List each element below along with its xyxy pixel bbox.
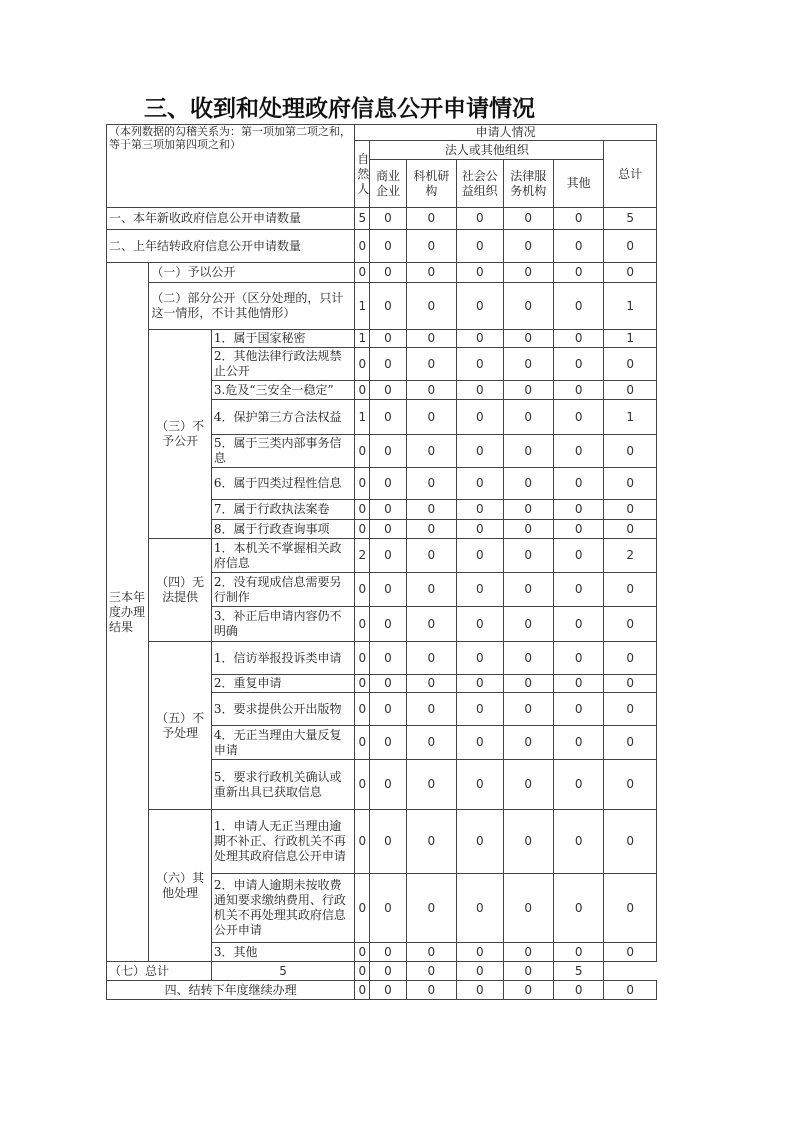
row-label: 2．其他法律行政法规禁止公开 xyxy=(211,348,354,381)
value-cell: 0 xyxy=(406,726,456,760)
value-cell: 0 xyxy=(406,330,456,348)
row-label: 2．申请人逾期未按收费通知要求缴纳费用、行政机关不再处理其政府信息公开申请 xyxy=(211,874,354,943)
value-cell: 0 xyxy=(355,468,370,500)
value-cell: 2 xyxy=(604,539,657,573)
value-cell: 0 xyxy=(553,675,603,693)
value-cell: 0 xyxy=(406,642,456,675)
value-cell: 0 xyxy=(503,675,553,693)
value-cell: 0 xyxy=(457,810,503,874)
value-cell: 0 xyxy=(370,810,406,874)
table-note: （本列数据的勾稽关系为：第一项加第二项之和，等于第三项加第四项之和） xyxy=(107,125,355,208)
value-cell: 0 xyxy=(355,230,370,263)
value-cell: 0 xyxy=(553,943,603,962)
table-row xyxy=(107,263,657,283)
value-cell: 0 xyxy=(604,520,657,539)
value-cell: 5 xyxy=(553,962,603,981)
value-cell: 0 xyxy=(355,693,370,726)
value-cell: 1 xyxy=(604,330,657,348)
value-cell: 1 xyxy=(355,400,370,435)
value-cell: 0 xyxy=(553,400,603,435)
value-cell: 0 xyxy=(457,468,503,500)
value-cell: 0 xyxy=(457,330,503,348)
value-cell: 0 xyxy=(553,693,603,726)
value-cell: 0 xyxy=(355,500,370,520)
row-label: 3．要求提供公开出版物 xyxy=(211,693,354,726)
value-cell: 0 xyxy=(553,283,603,330)
row-label: 4．无正当理由大量反复申请 xyxy=(211,726,354,760)
value-cell: 0 xyxy=(457,981,503,1000)
value-cell: 0 xyxy=(457,230,503,263)
value-cell: 0 xyxy=(457,943,503,962)
value-cell: 0 xyxy=(355,726,370,760)
value-cell: 0 xyxy=(370,760,406,810)
table-row xyxy=(107,283,657,330)
row-label: （二）部分公开（区分处理的，只计这一情形，不计其他情形） xyxy=(149,283,355,330)
value-cell: 0 xyxy=(503,400,553,435)
value-cell: 0 xyxy=(503,642,553,675)
row-label: 4．保护第三方合法权益 xyxy=(211,400,354,435)
value-cell: 0 xyxy=(553,500,603,520)
value-cell: 0 xyxy=(553,381,603,400)
value-cell: 0 xyxy=(355,381,370,400)
value-cell: 0 xyxy=(503,573,553,607)
value-cell: 0 xyxy=(604,263,657,283)
value-cell: 0 xyxy=(457,400,503,435)
col-business: 商业企业 xyxy=(370,160,406,208)
value-cell: 0 xyxy=(355,607,370,642)
value-cell: 0 xyxy=(370,607,406,642)
value-cell: 5 xyxy=(604,208,657,230)
value-cell: 0 xyxy=(604,348,657,381)
table-row xyxy=(107,642,657,675)
value-cell: 0 xyxy=(553,208,603,230)
value-cell: 0 xyxy=(604,468,657,500)
value-cell: 0 xyxy=(553,607,603,642)
col-research: 科机研构 xyxy=(406,160,456,208)
value-cell: 0 xyxy=(457,520,503,539)
row-label: 7．属于行政执法案卷 xyxy=(211,500,354,520)
row-label: 3.危及“三安全一稳定” xyxy=(211,381,354,400)
value-cell: 0 xyxy=(457,539,503,573)
value-cell: 0 xyxy=(406,693,456,726)
value-cell: 0 xyxy=(604,693,657,726)
value-cell: 0 xyxy=(503,500,553,520)
value-cell: 0 xyxy=(553,539,603,573)
value-cell: 0 xyxy=(503,348,553,381)
value-cell: 0 xyxy=(604,500,657,520)
value-cell: 0 xyxy=(503,381,553,400)
value-cell: 0 xyxy=(503,208,553,230)
value-cell: 0 xyxy=(355,263,370,283)
value-cell: 0 xyxy=(553,348,603,381)
value-cell: 0 xyxy=(553,726,603,760)
col-total: 总计 xyxy=(604,141,657,208)
row-label: 1．属于国家秘密 xyxy=(211,330,354,348)
value-cell: 0 xyxy=(406,810,456,874)
value-cell: 0 xyxy=(457,642,503,675)
table-row xyxy=(107,539,657,573)
table-row xyxy=(107,981,657,1000)
value-cell: 0 xyxy=(604,230,657,263)
value-cell: 0 xyxy=(604,642,657,675)
col-social: 社会公益组织 xyxy=(457,160,503,208)
value-cell: 0 xyxy=(355,675,370,693)
table-row xyxy=(107,330,657,348)
value-cell: 0 xyxy=(457,675,503,693)
value-cell: 0 xyxy=(370,981,406,1000)
value-cell: 0 xyxy=(553,810,603,874)
col-natural-person: 自然人 xyxy=(355,141,370,208)
row-label: 3．补正后申请内容仍不明确 xyxy=(211,607,354,642)
value-cell: 0 xyxy=(406,962,456,981)
group-label: （六）其他处理 xyxy=(149,810,212,962)
value-cell: 0 xyxy=(355,573,370,607)
page-title: 三、收到和处理政府信息公开申请情况 xyxy=(144,96,535,122)
value-cell: 0 xyxy=(457,962,503,981)
value-cell: 0 xyxy=(604,943,657,962)
value-cell: 0 xyxy=(406,981,456,1000)
row-label: 2．没有现成信息需要另行制作 xyxy=(211,573,354,607)
value-cell: 1 xyxy=(355,283,370,330)
value-cell: 0 xyxy=(370,675,406,693)
row-label: 2．重复申请 xyxy=(211,675,354,693)
value-cell: 0 xyxy=(406,760,456,810)
value-cell: 0 xyxy=(503,539,553,573)
value-cell: 0 xyxy=(553,468,603,500)
value-cell: 0 xyxy=(503,283,553,330)
table-row xyxy=(107,810,657,874)
row-label: 1．本机关不掌握相关政府信息 xyxy=(211,539,354,573)
value-cell: 2 xyxy=(355,539,370,573)
value-cell: 0 xyxy=(457,283,503,330)
value-cell: 0 xyxy=(406,573,456,607)
value-cell: 0 xyxy=(457,693,503,726)
value-cell: 0 xyxy=(457,874,503,943)
value-cell: 0 xyxy=(553,760,603,810)
value-cell: 0 xyxy=(370,381,406,400)
value-cell: 0 xyxy=(370,962,406,981)
value-cell: 1 xyxy=(604,400,657,435)
value-cell: 0 xyxy=(406,208,456,230)
value-cell: 0 xyxy=(457,573,503,607)
value-cell: 0 xyxy=(457,381,503,400)
row-label: 8．属于行政查询事项 xyxy=(211,520,354,539)
value-cell: 0 xyxy=(406,283,456,330)
table-row xyxy=(107,208,657,230)
row-label: 1．信访举报投诉类申请 xyxy=(211,642,354,675)
row-label: 5．属于三类内部事务信息 xyxy=(211,435,354,468)
value-cell: 0 xyxy=(503,760,553,810)
value-cell: 0 xyxy=(370,283,406,330)
value-cell: 0 xyxy=(355,810,370,874)
value-cell: 0 xyxy=(553,642,603,675)
value-cell: 0 xyxy=(503,981,553,1000)
value-cell: 0 xyxy=(604,810,657,874)
row-label: 6．属于四类过程性信息 xyxy=(211,468,354,500)
value-cell: 0 xyxy=(370,539,406,573)
value-cell: 0 xyxy=(553,330,603,348)
value-cell: 0 xyxy=(355,520,370,539)
value-cell: 0 xyxy=(553,573,603,607)
value-cell: 0 xyxy=(355,642,370,675)
value-cell: 0 xyxy=(406,520,456,539)
row-label: 二、上年结转政府信息公开申请数量 xyxy=(107,230,355,263)
value-cell: 0 xyxy=(503,263,553,283)
row-label: 5．要求行政机关确认或重新出具已获取信息 xyxy=(211,760,354,810)
value-cell: 0 xyxy=(457,263,503,283)
value-cell: 0 xyxy=(503,962,553,981)
value-cell: 0 xyxy=(355,435,370,468)
value-cell: 5 xyxy=(211,962,354,981)
value-cell: 0 xyxy=(553,520,603,539)
value-cell: 0 xyxy=(370,693,406,726)
value-cell: 0 xyxy=(604,726,657,760)
value-cell: 0 xyxy=(503,810,553,874)
value-cell: 0 xyxy=(370,874,406,943)
legal-entity-header: 法人或其他组织 xyxy=(370,141,604,160)
value-cell: 0 xyxy=(406,943,456,962)
value-cell: 0 xyxy=(370,500,406,520)
value-cell: 1 xyxy=(355,330,370,348)
value-cell: 0 xyxy=(406,400,456,435)
value-cell: 0 xyxy=(503,726,553,760)
value-cell: 0 xyxy=(604,675,657,693)
value-cell: 0 xyxy=(370,330,406,348)
value-cell: 0 xyxy=(406,230,456,263)
value-cell: 0 xyxy=(503,230,553,263)
value-cell: 0 xyxy=(604,435,657,468)
value-cell: 0 xyxy=(604,573,657,607)
value-cell: 0 xyxy=(553,435,603,468)
value-cell: 0 xyxy=(406,607,456,642)
table-row xyxy=(107,230,657,263)
value-cell: 0 xyxy=(604,981,657,1000)
value-cell: 0 xyxy=(503,874,553,943)
value-cell: 0 xyxy=(503,435,553,468)
row-label: 3．其他 xyxy=(211,943,354,962)
value-cell: 0 xyxy=(553,874,603,943)
value-cell: 0 xyxy=(355,874,370,943)
value-cell: 0 xyxy=(370,726,406,760)
value-cell: 0 xyxy=(406,874,456,943)
value-cell: 0 xyxy=(406,348,456,381)
row-label: 1．申请人无正当理由逾期不补正、行政机关不再处理其政府信息公开申请 xyxy=(211,810,354,874)
value-cell: 0 xyxy=(370,208,406,230)
value-cell: 0 xyxy=(406,539,456,573)
value-cell: 0 xyxy=(457,208,503,230)
value-cell: 0 xyxy=(457,760,503,810)
value-cell: 0 xyxy=(406,435,456,468)
group-label: （三）不予公开 xyxy=(149,330,212,539)
value-cell: 0 xyxy=(503,607,553,642)
applicant-header: 申请人情况 xyxy=(355,125,657,141)
value-cell: 5 xyxy=(355,208,370,230)
value-cell: 1 xyxy=(604,283,657,330)
value-cell: 0 xyxy=(370,573,406,607)
disclosure-table xyxy=(106,124,657,1000)
value-cell: 0 xyxy=(553,981,603,1000)
row-label: （七）总计 xyxy=(107,962,212,981)
value-cell: 0 xyxy=(370,520,406,539)
value-cell: 0 xyxy=(406,468,456,500)
value-cell: 0 xyxy=(406,675,456,693)
value-cell: 0 xyxy=(370,435,406,468)
value-cell: 0 xyxy=(457,348,503,381)
value-cell: 0 xyxy=(604,381,657,400)
value-cell: 0 xyxy=(457,500,503,520)
value-cell: 0 xyxy=(370,230,406,263)
value-cell: 0 xyxy=(457,726,503,760)
value-cell: 0 xyxy=(406,263,456,283)
row-label: 一、本年新收政府信息公开申请数量 xyxy=(107,208,355,230)
value-cell: 0 xyxy=(553,263,603,283)
col-legal: 法律服务机构 xyxy=(503,160,553,208)
value-cell: 0 xyxy=(457,607,503,642)
value-cell: 0 xyxy=(370,400,406,435)
value-cell: 0 xyxy=(406,500,456,520)
value-cell: 0 xyxy=(503,943,553,962)
value-cell: 0 xyxy=(503,330,553,348)
value-cell: 0 xyxy=(604,874,657,943)
value-cell: 0 xyxy=(370,263,406,283)
value-cell: 0 xyxy=(503,520,553,539)
value-cell: 0 xyxy=(370,943,406,962)
row-label: 四、结转下年度继续办理 xyxy=(107,981,355,1000)
value-cell: 0 xyxy=(604,607,657,642)
value-cell: 0 xyxy=(553,230,603,263)
value-cell: 0 xyxy=(370,468,406,500)
table-row xyxy=(107,962,657,981)
value-cell: 0 xyxy=(355,962,370,981)
value-cell: 0 xyxy=(503,693,553,726)
col-other: 其他 xyxy=(553,160,603,208)
value-cell: 0 xyxy=(503,468,553,500)
group-label: （四）无法提供 xyxy=(149,539,212,642)
value-cell: 0 xyxy=(355,943,370,962)
value-cell: 0 xyxy=(355,348,370,381)
group-label: （五）不予处理 xyxy=(149,642,212,810)
row-label: （一）予以公开 xyxy=(149,263,355,283)
group-label: 三本年度办理结果 xyxy=(107,263,149,962)
value-cell: 0 xyxy=(370,348,406,381)
value-cell: 0 xyxy=(604,760,657,810)
value-cell: 0 xyxy=(355,981,370,1000)
value-cell: 0 xyxy=(406,381,456,400)
value-cell: 0 xyxy=(457,435,503,468)
value-cell: 0 xyxy=(355,760,370,810)
value-cell: 0 xyxy=(370,642,406,675)
